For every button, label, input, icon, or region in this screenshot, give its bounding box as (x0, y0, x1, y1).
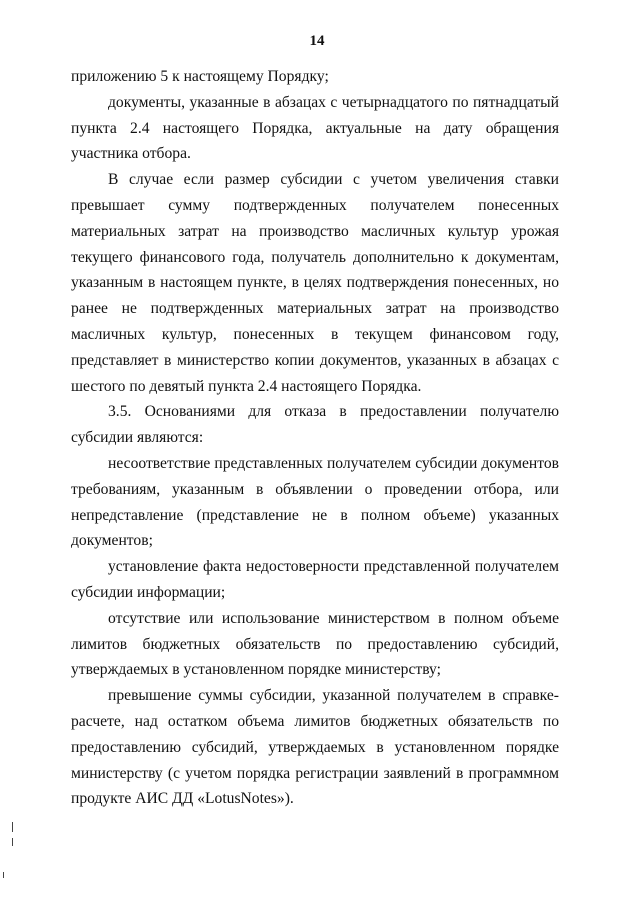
scan-artifact (3, 872, 4, 878)
page-number: 14 (309, 33, 325, 49)
paragraph-limits: отсутствие или использование министерством в полном объеме лимитов бюджетных обязательств по предоставлению субсидий, утверждаемых в установленном порядке министерству; (71, 609, 559, 679)
document-body (71, 64, 559, 812)
paragraph-rate-increase: В случае если размер субсидии с учетом увеличения ставки превышает сумму подтвержденных получателем понесенных материальных затрат на производство масличных культур урожая текущего финансового года, получатель дополнительно к документам, указанным в настоящем пункте, в целях подтверждения понесенных, но ранее не подтвержденных материальных затрат на производство масличных культур, понесенных в текущем финансовом году, представляет в министерство копии документов, указанных в абзацах с шестого по девятый пункта 2.4 настоящего Порядка. (71, 171, 559, 395)
paragraph-inaccuracy: установление факта недостоверности представленной получателем субсидии информации; (71, 558, 559, 601)
paragraph-documents-listed: документы, указанные в абзацах с четырнадцатого по пятнадцатый пункта 2.4 настоящего Порядка, актуальные на дату обращения участника отбора. (71, 93, 559, 163)
paragraph-3-5-heading: 3.5. Основаниями для отказа в предоставлении получателю субсидии являются: (71, 403, 559, 447)
scan-artifact (12, 822, 13, 832)
paragraph-appendix-ref: приложению 5 к настоящему Порядку; (71, 68, 329, 85)
scan-artifact (12, 838, 13, 846)
paragraph-excess-amount: превышение суммы субсидии, указанной получателем в справке-расчете, над остатком объема лимитов бюджетных обязательств по предоставлению субсидий, утверждаемых в установленном порядке министерству (с учетом порядка регистрации заявлений в программном продукте АИС ДД «LotusNotes»). (71, 687, 559, 808)
paragraph-noncompliance: несоответствие представленных получателем субсидии документов требованиям, указанным в объявлении о проведении отбора, или непредставление (представление не в полном объеме) указанных документов; (71, 454, 559, 550)
